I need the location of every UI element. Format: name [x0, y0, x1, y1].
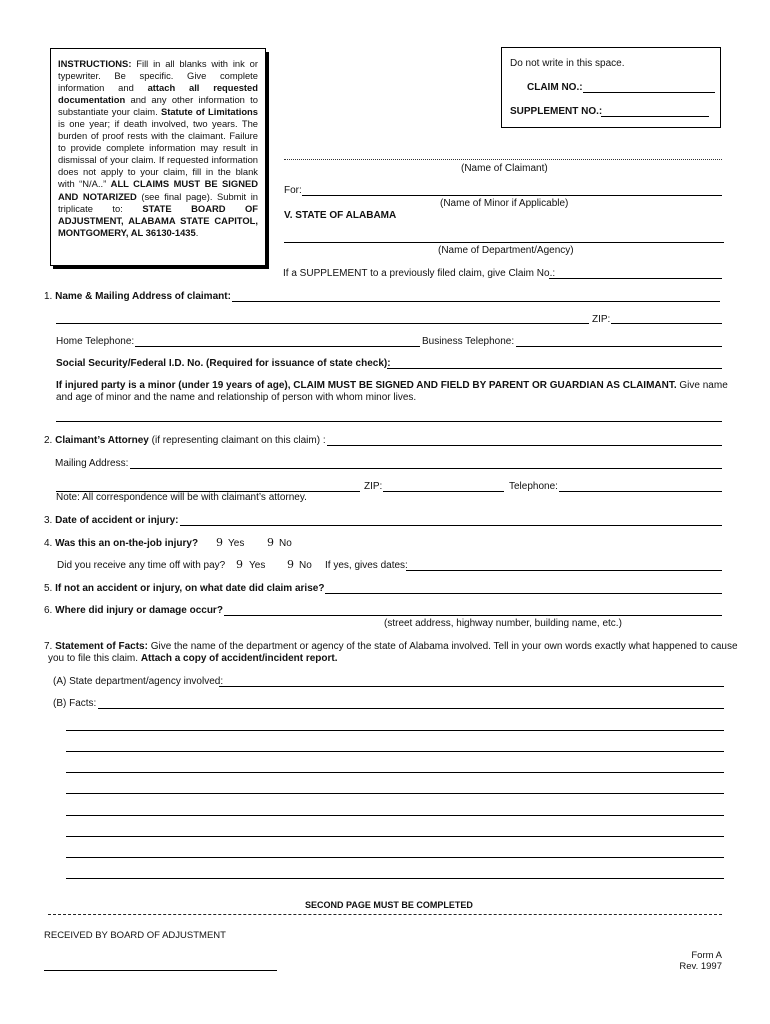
instructions-part: is one year; if death involved, two years. The burden of proof rests with the claimant. Failure to provide complete information may result in dismissal of your claim. If requested information does not apply to your claim, fill in the blank with “N/A..”	[58, 118, 258, 190]
instructions-box-shadow-bottom	[53, 266, 269, 269]
facts-label: (B) Facts:	[53, 698, 97, 709]
time-off-question: Did you receive any time off with pay?	[57, 560, 226, 571]
instructions-part: and any other information to substantiate your claim.	[58, 94, 258, 118]
attorney-correspondence-note: Note: All correspondence will be with claimant’s attorney.	[56, 492, 307, 503]
section7-line2: you to file this claim. Attach a copy of accident/incident report.	[48, 653, 338, 664]
injury-location-hint: (street address, highway number, building name, etc.)	[384, 618, 622, 629]
instructions-part: Fill in all blanks with ink or typewriter. Be specific. Give complete information and	[58, 58, 258, 94]
instructions-part: (see final page). Submit in triplicate to:	[58, 190, 258, 214]
business-telephone-label: Business Telephone:	[422, 336, 515, 347]
if-yes-dates-label: If yes, gives dates:	[325, 560, 408, 571]
name-of-department-caption: (Name of Department/Agency)	[438, 245, 574, 256]
for-label: For:	[284, 185, 302, 196]
minor-notice-line2: and age of minor and the name and relationship of person with whom minor lives.	[56, 392, 417, 403]
facts-line-6[interactable]	[66, 815, 724, 816]
agency-involved-field[interactable]	[219, 686, 724, 687]
name-of-claimant-caption: (Name of Claimant)	[461, 163, 548, 174]
supplement-no-label: SUPPLEMENT NO.:	[510, 106, 603, 117]
supplement-prompt: If a SUPPLEMENT to a previously filed claim, give Claim No.:	[283, 268, 556, 279]
attorney-mailing-field[interactable]	[130, 468, 722, 469]
business-telephone-field[interactable]	[516, 346, 722, 347]
attorney-zip-label: ZIP:	[364, 481, 383, 492]
separator-dashed-line	[48, 914, 722, 915]
on-the-job-yes-checkbox[interactable]: 9	[216, 536, 223, 549]
facts-line-3[interactable]	[66, 751, 724, 752]
instructions-statute: Statute of Limitations	[160, 106, 258, 118]
minor-name-field[interactable]	[302, 195, 722, 196]
section5-label: 5. If not an accident or injury, on what date did claim arise?	[44, 583, 325, 594]
claim-no-field[interactable]	[583, 92, 715, 93]
claimant-address-line2-field[interactable]	[56, 323, 589, 324]
form-label: Form A	[691, 950, 722, 961]
attorney-telephone-field[interactable]	[559, 491, 722, 492]
section7-label: 7. Statement of Facts: Give the name of the department or agency of the state of Alabama involved. Tell in your own words exactly what happened to cause	[44, 641, 738, 652]
facts-line-9[interactable]	[66, 878, 724, 879]
instructions-part: .	[195, 226, 199, 238]
time-off-yes-checkbox[interactable]: 9	[236, 558, 243, 571]
section3-label: 3. Date of accident or injury:	[44, 515, 179, 526]
on-the-job-no-label: No	[279, 538, 292, 549]
instructions-part-bold: attach all requested documentation	[58, 82, 258, 106]
v-state-of-alabama: V. STATE OF ALABAMA	[284, 210, 397, 221]
on-the-job-no-checkbox[interactable]: 9	[267, 536, 274, 549]
instructions-signed-notarized: ALL CLAIMS MUST BE SIGNED AND NOTARIZED	[58, 178, 259, 202]
attorney-zip-field[interactable]	[383, 491, 504, 492]
claimant-name-field[interactable]	[284, 159, 722, 160]
instructions-heading: INSTRUCTIONS:	[58, 58, 132, 69]
ssn-label: Social Security/Federal I.D. No. (Required for issuance of state check):	[56, 358, 391, 369]
home-telephone-label: Home Telephone:	[56, 336, 135, 347]
facts-line-4[interactable]	[66, 772, 724, 773]
time-off-no-checkbox[interactable]: 9	[287, 558, 294, 571]
injury-location-field[interactable]	[224, 615, 722, 616]
claimant-zip-field[interactable]	[611, 323, 722, 324]
attorney-mailing-label: Mailing Address:	[55, 458, 129, 469]
facts-line-8[interactable]	[66, 857, 724, 858]
section2-label: 2. Claimant’s Attorney (if representing claimant on this claim) :	[44, 435, 326, 446]
time-off-dates-field[interactable]	[406, 570, 722, 571]
section1-label: 1. Name & Mailing Address of claimant:	[44, 291, 231, 302]
claim-arise-date-field[interactable]	[325, 593, 722, 594]
received-signature-field[interactable]	[44, 970, 277, 971]
office-use-note: Do not write in this space.	[510, 58, 625, 69]
minor-details-field[interactable]	[56, 421, 722, 422]
minor-notice: If injured party is a minor (under 19 years of age), CLAIM MUST BE SIGNED AND FIELD BY PARENT OR GUARDIAN AS CLAIMANT. Give name	[56, 380, 728, 391]
attorney-name-field[interactable]	[327, 445, 722, 446]
time-off-yes-label: Yes	[249, 560, 266, 571]
instructions-text	[58, 58, 258, 239]
ssn-field[interactable]	[387, 368, 722, 369]
name-of-minor-caption: (Name of Minor if Applicable)	[440, 198, 569, 209]
facts-line-7[interactable]	[66, 836, 724, 837]
facts-line-5[interactable]	[66, 793, 724, 794]
supplement-no-field[interactable]	[601, 116, 709, 117]
revision-label: Rev. 1997	[679, 961, 722, 972]
on-the-job-yes-label: Yes	[228, 538, 245, 549]
facts-line-1[interactable]	[98, 708, 724, 709]
facts-line-2[interactable]	[66, 730, 724, 731]
claim-no-label: CLAIM NO.:	[527, 82, 583, 93]
department-name-field[interactable]	[284, 242, 724, 243]
claimant-zip-label: ZIP:	[592, 314, 611, 325]
instructions-address: STATE BOARD OF ADJUSTMENT, ALABAMA STATE CAPITOL, MONTGOMERY, AL 36130-1435	[58, 202, 259, 238]
section6-label: 6. Where did injury or damage occur?	[44, 605, 223, 616]
home-telephone-field[interactable]	[135, 346, 420, 347]
agency-involved-label: (A) State department/agency involved:	[53, 676, 224, 687]
time-off-no-label: No	[299, 560, 312, 571]
instructions-box-shadow-right	[266, 52, 269, 269]
claimant-address-field[interactable]	[232, 301, 720, 302]
received-by-label: RECEIVED BY BOARD OF ADJUSTMENT	[44, 930, 226, 941]
second-page-notice: SECOND PAGE MUST BE COMPLETED	[305, 900, 473, 910]
section4-label: 4. Was this an on-the-job injury?	[44, 538, 199, 549]
accident-date-field[interactable]	[180, 525, 722, 526]
attorney-telephone-label: Telephone:	[509, 481, 558, 492]
supplement-claim-field[interactable]	[549, 278, 722, 279]
